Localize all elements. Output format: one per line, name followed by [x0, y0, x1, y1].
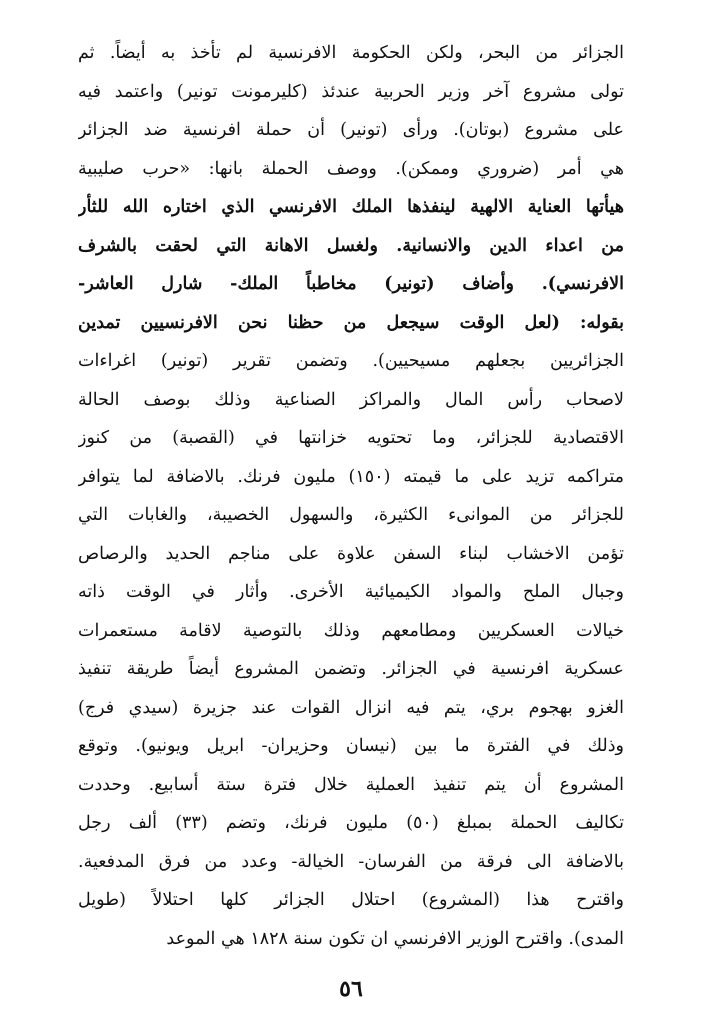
text-line-15: وجبال الملح والمواد الكيميائية الأخرى. وأثار في الوقت ذاته [78, 582, 624, 602]
body-text [78, 34, 624, 958]
text-line-21: تكاليف الحملة بمبلغ (٥٠) مليون فرنك، وتضم (٣٣) ألف رجل [78, 813, 624, 833]
text-line-20: المشروع أن يتم تنفيذ العملية خلال فترة ستة أسابيع. وحددت [78, 774, 624, 795]
text-line-6: من اعداء الدين والانسانية. ولغسل الاهانة التي لحقت بالشرف [78, 235, 624, 256]
text-line-23: واقترح هذا (المشروع) احتلال الجزائر كلها احتلالاً (طويل [78, 890, 624, 910]
text-line-10: لاصحاب رأس المال والمراكز الصناعية وذلك بوصف الحالة [78, 389, 624, 410]
text-line-3: على مشروع (بوتان). ورأى (تونير) أن حملة افرنسية ضد الجزائر [78, 120, 624, 140]
text-line-22: بالاضافة الى فرقة من الفرسان- الخيالة- وعدد من فرق المدفعية. [78, 851, 624, 872]
text-line-24: المدى). واقترح الوزير الافرنسي ان تكون سنة ١٨٢٨ هي الموعد [166, 928, 624, 949]
text-line-2: تولى مشروع آخر وزير الحربية عندئذ (كليرمونت تونير) واعتمد فيه [78, 81, 624, 102]
text-line-13: للجزائر من الموانىء الكثيرة، والسهول الخصيبة، والغابات التي [78, 505, 624, 525]
text-line-4: هي أمر (ضروري وممكن). ووصف الحملة بانها: «حرب صليبية [78, 158, 624, 179]
text-line-19: وذلك في الفترة ما بين (نيسان وحزيران- ابريل ويونيو). وتوقع [78, 736, 624, 756]
text-line-18: الغزو بهجوم بري، يتم فيه انزال القوات عند جزيرة (سيدي فرج) [78, 697, 624, 718]
text-line-16: خيالات العسكريين ومطامعهم وذلك بالتوصية لاقامة مستعمرات [78, 620, 624, 641]
page-number: ٥٦ [339, 976, 363, 1002]
text-line-14: تؤمن الاخشاب لبناء السفن علاوة على مناجم الحديد والرصاص [78, 543, 624, 564]
text-line-9: الجزائريين بجعلهم مسيحيين). وتضمن تقرير (تونير) اغراءات [78, 351, 624, 371]
text-line-1: الجزائر من البحر، ولكن الحكومة الافرنسية لم تأخذ به أيضاً. ثم [78, 43, 624, 63]
text-line-8: بقوله: (لعل الوقت سيجعل من حظنا نحن الافرنسيين تمدين [78, 312, 624, 333]
text-line-5: هيأتها العناية الالهية لينفذها الملك الافرنسي الذي اختاره الله للثأر [78, 197, 624, 217]
text-line-12: متراكمه تزيد على ما قيمته (١٥٠) مليون فرنك. بالاضافة لما يتوافر [78, 466, 624, 487]
text-line-7: الافرنسي). وأضاف (تونير) مخاطباً الملك- شارل العاشر- [78, 274, 624, 294]
text-line-17: عسكرية افرنسية في الجزائر. وتضمن المشروع أيضاً طريقة تنفيذ [78, 659, 624, 679]
text-line-11: الاقتصادية للجزائر، وما تحتويه خزانتها في (القصبة) من كنوز [78, 428, 624, 448]
